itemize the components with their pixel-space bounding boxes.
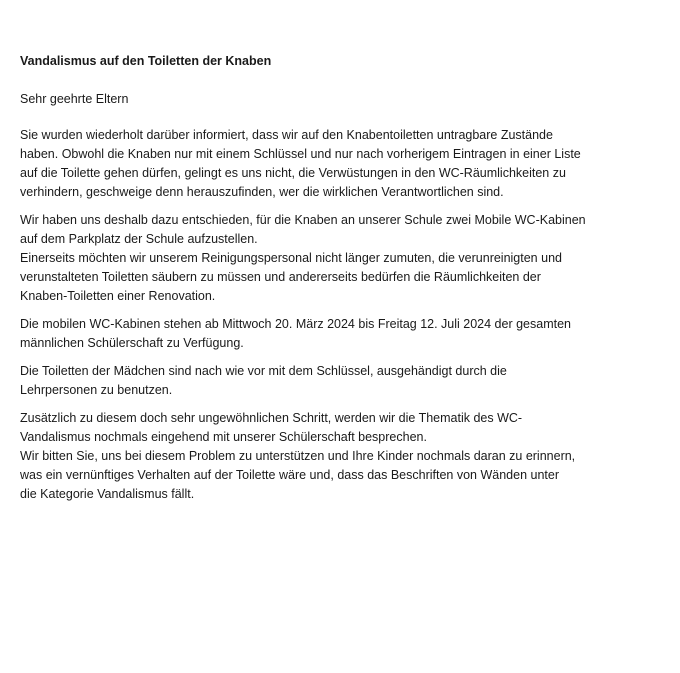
text-line: verunstalteten Toiletten säubern zu müssen und andererseits bedürfen die Räumlichkeiten der	[20, 270, 541, 284]
text-line: Einerseits möchten wir unserem Reinigungspersonal nicht länger zumuten, die verunreinigten und	[20, 251, 562, 265]
text-line: Sie wurden wiederholt darüber informiert, dass wir auf den Knabentoiletten untragbare Zustände	[20, 128, 553, 142]
text-line: Die mobilen WC-Kabinen stehen ab Mittwoch 20. März 2024 bis Freitag 12. Juli 2024 der gesamten	[20, 317, 571, 331]
text-line: Wir bitten Sie, uns bei diesem Problem zu unterstützen und Ihre Kinder nochmals daran zu erinnern,	[20, 449, 576, 463]
text-line: Vandalismus nochmals eingehend mit unserer Schülerschaft besprechen.	[20, 430, 427, 444]
paragraph-5	[20, 409, 645, 504]
text-line: männlichen Schülerschaft zu Verfügung.	[20, 336, 244, 350]
text-line: Knaben-Toiletten einer Renovation.	[20, 289, 216, 303]
text-line: verhindern, geschweige denn herauszufinden, wer die wirklichen Verantwortlichen sind.	[20, 185, 504, 199]
text-line: die Kategorie Vandalismus fällt.	[20, 487, 195, 501]
letter-page	[20, 52, 645, 513]
text-line: haben. Obwohl die Knaben nur mit einem Schlüssel und nur nach vorherigem Eintragen in einer Liste	[20, 147, 581, 161]
letter-title: Vandalismus auf den Toiletten der Knaben	[20, 54, 272, 68]
paragraph-4	[20, 362, 645, 400]
text-line: Die Toiletten der Mädchen sind nach wie vor mit dem Schlüssel, ausgehändigt durch die	[20, 364, 507, 378]
paragraph-2	[20, 211, 645, 306]
text-line: Lehrpersonen zu benutzen.	[20, 383, 173, 397]
paragraph-3	[20, 315, 645, 353]
paragraph-1	[20, 126, 645, 202]
text-line: was ein vernünftiges Verhalten auf der Toilette wäre und, dass das Beschriften von Wänden unter	[20, 468, 559, 482]
text-line: Wir haben uns deshalb dazu entschieden, für die Knaben an unserer Schule zwei Mobile WC-Kabinen	[20, 213, 586, 227]
text-line: auf die Toilette gehen dürfen, gelingt es uns nicht, die Verwüstungen in den WC-Räumlichkeiten zu	[20, 166, 566, 180]
letter-greeting: Sehr geehrte Eltern	[20, 92, 129, 106]
text-line: auf dem Parkplatz der Schule aufzustellen.	[20, 232, 258, 246]
text-line: Zusätzlich zu diesem doch sehr ungewöhnlichen Schritt, werden wir die Thematik des WC-	[20, 411, 523, 425]
